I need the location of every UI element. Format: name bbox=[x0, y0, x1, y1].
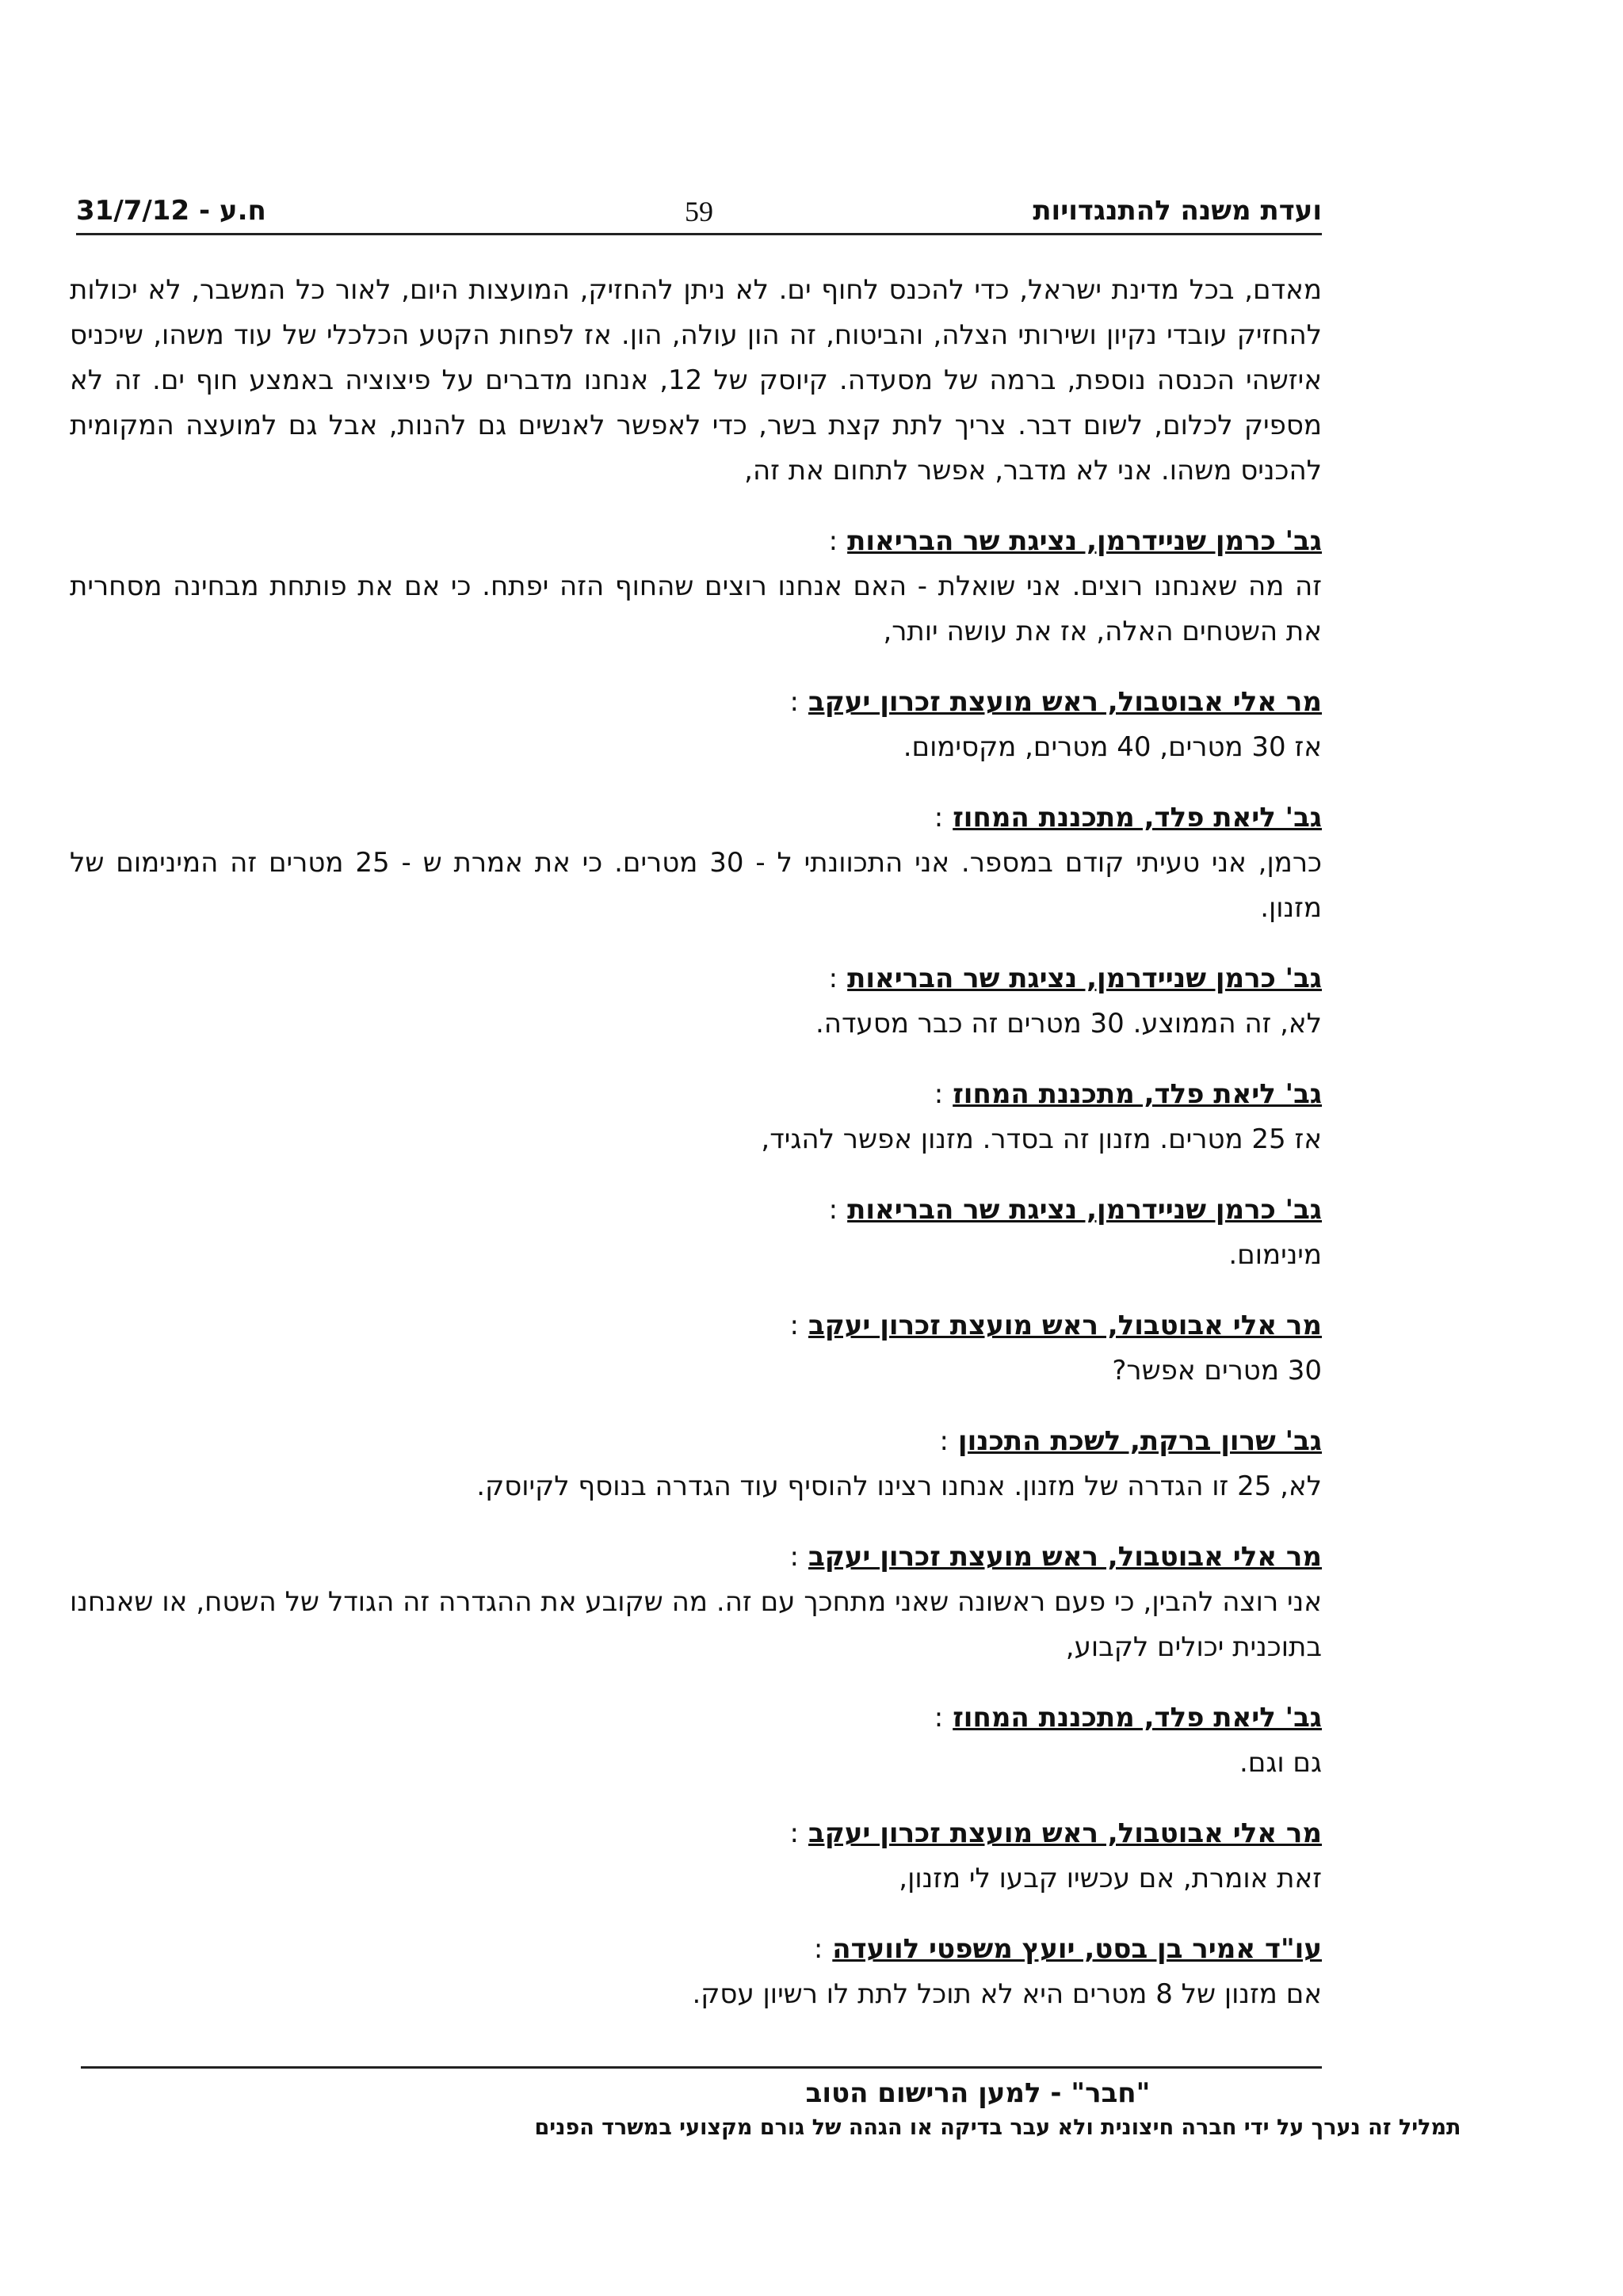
speaker-name: גב' ליאת פלד, מתכננת המחוז: bbox=[934, 1702, 1322, 1733]
speech-text: לא, זה הממוצע. 30 מטרים זה כבר מסעדה. bbox=[815, 1008, 1322, 1039]
speaker-name: גב' כרמן שניידרמן, נציגת שר הבריאות: bbox=[828, 525, 1322, 557]
speaker-name: גב' ליאת פלד, מתכננת המחוז: bbox=[934, 802, 1322, 833]
speech-text: כרמן, אני טעיתי קודם במספר. אני התכוונתי ל - 30 מטרים. כי את אמרת ש - 25 מטרים זה המינימום של מזנון. bbox=[70, 847, 1323, 924]
speaker-entry bbox=[70, 795, 1322, 931]
speaker-name: גב' שרון ברקת, לשכת התכנון: bbox=[939, 1425, 1322, 1457]
page-header bbox=[76, 189, 1322, 235]
speaker-name: מר אלי אבוטבול, ראש מועצת זכרון יעקב: bbox=[789, 686, 1322, 718]
transcript-body bbox=[70, 268, 1322, 2017]
opening-paragraph: מאדם, בכל מדינת ישראל, כדי להכנס לחוף ים. לא ניתן להחזיק, המועצות היום, לאור כל המשבר, לא יכולות להחזיק עובדי נקיון ושירותי הצלה, והביטוח, זה הון עולה, הון. אז לפחות הקטע הכלכלי של עוד משהו, שיכניס איזשהי הכנסה נוספת, ברמה של מסעדה. קיוסק של 12, אנחנו מדברים על פיצוציה באמצע חוף ים. זה לא מספיק לכלום, לשום דבר. צריך לתת קצת בשר, כדי לאפשר לאנשים גם להנות, אבל גם למועצה המקומית להכניס משהו. אני לא מדבר, אפשר לתחום את זה, bbox=[70, 274, 1322, 486]
speaker-name: מר אלי אבוטבול, ראש מועצת זכרון יעקב: bbox=[789, 1541, 1322, 1573]
speaker-entry bbox=[70, 680, 1322, 770]
committee-title: ועדת משנה להתנגדויות bbox=[1033, 195, 1322, 227]
speaker-entry bbox=[70, 1811, 1322, 1901]
footer-disclaimer: תמליל זה נערך על ידי חברה חיצונית ולא עבר בדיקה או הגהה של גורם מקצועי במשרד הפנים bbox=[534, 2115, 1461, 2140]
speech-text: גם וגם. bbox=[1239, 1747, 1322, 1779]
speech-text: אז 25 מטרים. מזנון זה בסדר. מזנון אפשר להגיד, bbox=[761, 1123, 1322, 1155]
speaker-name: גב' ליאת פלד, מתכננת המחוז: bbox=[934, 1078, 1322, 1110]
speaker-entry bbox=[70, 1695, 1322, 1786]
speaker-entry bbox=[70, 519, 1322, 654]
speaker-entry bbox=[70, 1927, 1322, 2017]
speaker-entry bbox=[70, 1072, 1322, 1162]
speech-text: זה מה שאנחנו רוצים. אני שואלת - האם אנחנו רוצים שהחוף הזה יפתח. כי אם את פותחת מבחינה מסחרית את השטחים האלה, אז את עושה יותר, bbox=[70, 570, 1322, 647]
page-number: 59 bbox=[685, 196, 713, 227]
speaker-name: מר אלי אבוטבול, ראש מועצת זכרון יעקב: bbox=[789, 1310, 1322, 1341]
footer-title: "חבר" - למען הרישום הטוב bbox=[805, 2077, 1151, 2109]
speaker-entry bbox=[70, 1303, 1322, 1394]
speech-text: לא, 25 זו הגדרה של מזנון. אנחנו רצינו להוסיף עוד הגדרה בנוסף לקיוסק. bbox=[476, 1470, 1322, 1502]
speech-text: 30 מטרים אפשר? bbox=[1112, 1355, 1322, 1386]
speaker-entry bbox=[70, 956, 1322, 1047]
footer-divider bbox=[81, 2066, 1322, 2069]
speaker-entry bbox=[70, 1419, 1322, 1509]
speaker-entry bbox=[70, 1535, 1322, 1670]
speech-text: אז 30 מטרים, 40 מטרים, מקסימום. bbox=[903, 731, 1322, 763]
speaker-name: עו"ד אמיר בן בסט, יועץ משפטי לוועדה: bbox=[813, 1933, 1322, 1965]
date-initials: 31/7/12 - ח.ע bbox=[76, 195, 266, 227]
speaker-entry bbox=[70, 1188, 1322, 1278]
speaker-name: מר אלי אבוטבול, ראש מועצת זכרון יעקב: bbox=[789, 1817, 1322, 1849]
speaker-name: גב' כרמן שניידרמן, נציגת שר הבריאות: bbox=[828, 963, 1322, 994]
speech-text: אם מזנון של 8 מטרים היא לא תוכל לתת לו רשיון עסק. bbox=[692, 1978, 1322, 2010]
speaker-name: גב' כרמן שניידרמן, נציגת שר הבריאות: bbox=[828, 1194, 1322, 1226]
speech-text: זאת אומרת, אם עכשיו קבעו לי מזנון, bbox=[899, 1863, 1322, 1894]
speech-text: אני רוצה להבין, כי פעם ראשונה שאני מתחכך עם זה. מה שקובע את ההגדרה זה הגודל של השטח, או שאנחנו בתוכנית יכולים לקבוע, bbox=[70, 1586, 1322, 1663]
speech-text: מינימום. bbox=[1228, 1239, 1322, 1271]
